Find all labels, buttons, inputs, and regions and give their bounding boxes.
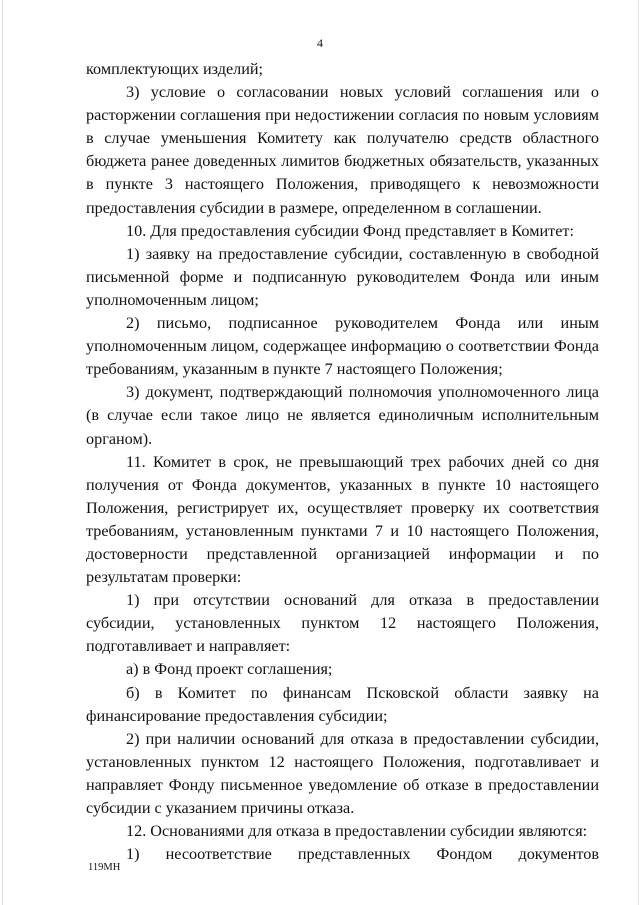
text-line: органом). xyxy=(86,429,153,448)
text-line: требованиям, указанным в пункте 7 настоящего Положения; xyxy=(86,360,503,379)
text-line: 2) письмо, подписанное руководителем Фонда или иным xyxy=(126,314,599,333)
text-line: уполномоченным лицом, содержащее информацию о соответствии Фонда xyxy=(86,337,599,356)
text-line: 1) заявку на предоставление субсидии, составленную в свободной xyxy=(126,244,599,263)
text-line: а) в Фонд проект соглашения; xyxy=(126,660,333,679)
text-line: комплектующих изделий; xyxy=(86,60,264,78)
text-line: в случае уменьшения Комитету как получателю средств областного xyxy=(86,129,599,148)
text-line: 12. Основаниями для отказа в предоставлении субсидии являются: xyxy=(126,822,588,841)
text-line: письменной форме и подписанную руководителем Фонда или иным xyxy=(86,267,599,286)
text-line: б) в Комитет по финансам Псковской области заявку на xyxy=(126,683,599,702)
text-line: установленных пунктом 12 настоящего Положения, подготавливает и xyxy=(86,752,599,771)
text-line: 3) условие о согласовании новых условий соглашения или о xyxy=(126,83,599,102)
scan-edge-left xyxy=(2,0,3,905)
text-line: 11. Комитет в срок, не превышающий трех рабочих дней со дня xyxy=(126,452,599,471)
text-line: (в случае если такое лицо не является единоличным исполнительным xyxy=(86,406,599,425)
text-line: субсидии, установленных пунктом 12 настоящего Положения, xyxy=(86,614,599,633)
document-body xyxy=(86,58,599,866)
text-line: бюджета ранее доведенных лимитов бюджетных обязательств, указанных xyxy=(86,152,599,171)
scan-edge-right xyxy=(638,0,639,905)
document-code: 119МН xyxy=(88,862,121,873)
text-line: расторжении соглашения при недостижении согласия по новым условиям xyxy=(86,106,599,125)
text-line: 3) документ, подтверждающий полномочия уполномоченного лица xyxy=(126,383,599,402)
page-number: 4 xyxy=(317,36,323,50)
text-line: Положения, регистрирует их, осуществляет проверку их соответствия xyxy=(86,498,599,517)
text-line: 2) при наличии оснований для отказа в предоставлении субсидии, xyxy=(126,729,599,748)
text-line: результатам проверки: xyxy=(86,568,242,587)
text-line: в пункте 3 настоящего Положения, приводящего к невозможности xyxy=(86,175,599,194)
text-line: направляет Фонду письменное уведомление об отказе в предоставлении xyxy=(86,775,599,794)
text-line: субсидии с указанием причины отказа. xyxy=(86,799,355,817)
text-line: подготавливает и направляет: xyxy=(86,637,291,656)
text-line: требованиям, установленным пунктами 7 и 10 настоящего Положения, xyxy=(86,521,599,540)
text-line: предоставления субсидии в размере, определенном в соглашении. xyxy=(86,198,542,217)
text-line: получения от Фонда документов, указанных в пункте 10 настоящего xyxy=(86,475,599,494)
text-line: 1) при отсутствии оснований для отказа в предоставлении xyxy=(126,591,599,610)
text-line: достоверности представленной организацией информации и по xyxy=(86,544,599,563)
text-line: финансирование предоставления субсидии; xyxy=(86,706,388,725)
text-line: 1) несоответствие представленных Фондом документов xyxy=(126,845,599,864)
text-line: уполномоченным лицом; xyxy=(86,290,259,309)
text-line: 10. Для предоставления субсидии Фонд представляет в Комитет: xyxy=(126,221,574,240)
